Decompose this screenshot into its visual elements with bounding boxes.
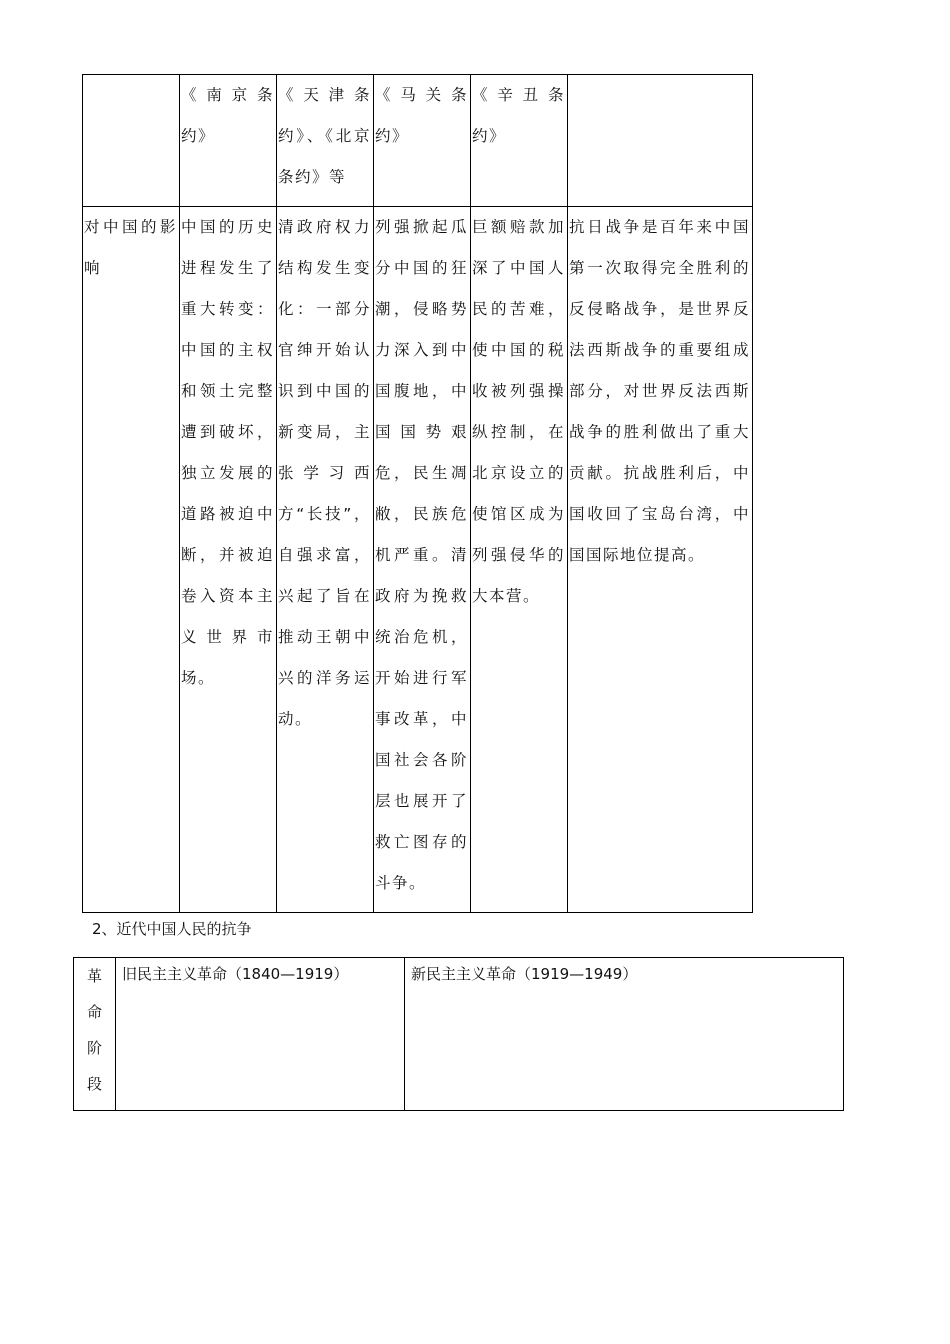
treaty-row (83, 75, 753, 207)
revolution-stages-table (73, 957, 844, 1111)
stage-label-cell (74, 958, 116, 1111)
impact-anti-japanese-war: 抗日战争是百年来中国第一次取得完全胜利的反侵略战争，是世界反法西斯战争的重要组成部分，对世界反法西斯战争的胜利做出了重大贡献。抗战胜利后，中国收回了宝岛台湾，中国国际地位提高。 (568, 207, 753, 913)
new-democratic-revolution: 新民主主义革命（1919—1949） (405, 958, 844, 1111)
section-heading: 2、近代中国人民的抗争 (92, 920, 252, 938)
treaty-tianjin-beijing: 《天津条约》、《北京条约》等 (277, 75, 374, 207)
old-democratic-revolution: 旧民主主义革命（1840—1919） (116, 958, 405, 1111)
impact-opium-war: 中国的历史进程发生了重大转变：中国的主权和领土完整遭到破坏，独立发展的道路被迫中断，并被迫卷入资本主义世界市场。 (180, 207, 277, 913)
impact-row-label: 对中国的影响 (83, 207, 180, 913)
impact-row (83, 207, 753, 913)
stage-label: 革命阶段 (87, 967, 105, 1093)
treaty-impact-table (82, 74, 753, 913)
impact-sino-japanese-war: 列强掀起瓜分中国的狂潮，侵略势力深入到中国腹地，中国国势艰危，民生凋敝，民族危机严重。清政府为挽救统治危机，开始进行军事改革，中国社会各阶层也展开了救亡图存的斗争。 (374, 207, 471, 913)
impact-second-opium-war: 清政府权力结构发生变化：一部分官绅开始认识到中国的新变局，主张学习西方“长技”，自强求富，兴起了旨在推动王朝中兴的洋务运动。 (277, 207, 374, 913)
treaty-nanjing: 《南京条约》 (180, 75, 277, 207)
treaty-maguan: 《马关条约》 (374, 75, 471, 207)
treaty-xinchou: 《辛丑条约》 (471, 75, 568, 207)
stage-row (74, 958, 844, 1111)
treaty-row-label (83, 75, 180, 207)
treaty-empty-cell (568, 75, 753, 207)
impact-boxer-protocol: 巨额赔款加深了中国人民的苦难，使中国的税收被列强操纵控制，在北京设立的使馆区成为列强侵华的大本营。 (471, 207, 568, 913)
